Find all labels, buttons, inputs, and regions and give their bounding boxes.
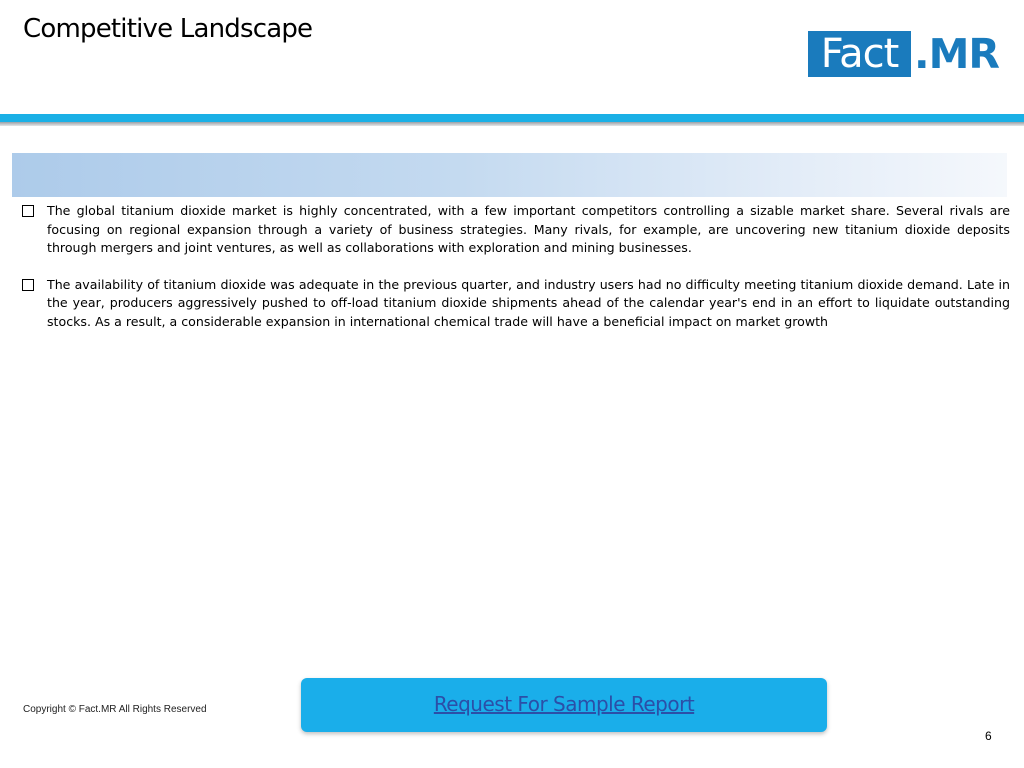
bullet-text: The availability of titanium dioxide was adequate in the previous quarter, and industry users had no difficulty meeting titanium dioxide demand. Late in the year, producers aggressively pushed to off-load titanium dioxide shipments ahead of the calendar year's end in an effort to liquidate outstanding stocks. As a result, a considerable expansion in international chemical trade will have a beneficial impact on market growth [47, 276, 1010, 329]
bullet-item [22, 202, 1010, 258]
checkbox-bullet-icon [22, 279, 34, 291]
request-sample-report-link[interactable]: Request For Sample Report [433, 691, 695, 716]
copyright-text: Copyright © Fact.MR All Rights Reserved [23, 704, 207, 715]
gradient-band [12, 153, 1007, 197]
bullet-list [22, 202, 1010, 350]
bullet-item [22, 276, 1010, 332]
logo-box-text: Fact [808, 31, 911, 77]
page-number: 6 [985, 729, 992, 743]
bullet-text: The global titanium dioxide market is highly concentrated, with a few important competitors controlling a sizable market share. Several rivals are focusing on regional expansion through a variety of business strategies. Many rivals, for example, are uncovering new titanium dioxide deposits through mergers and joint ventures, as well as collaborations with exploration and mining businesses. [47, 203, 1010, 256]
slide-title: Competitive Landscape [23, 14, 313, 44]
checkbox-bullet-icon [22, 205, 34, 217]
header-divider-shadow [0, 122, 1024, 126]
header-divider [0, 114, 1024, 122]
logo-suffix-text: .MR [914, 30, 999, 78]
request-sample-report-button[interactable] [301, 678, 827, 732]
fact-mr-logo [808, 31, 999, 77]
